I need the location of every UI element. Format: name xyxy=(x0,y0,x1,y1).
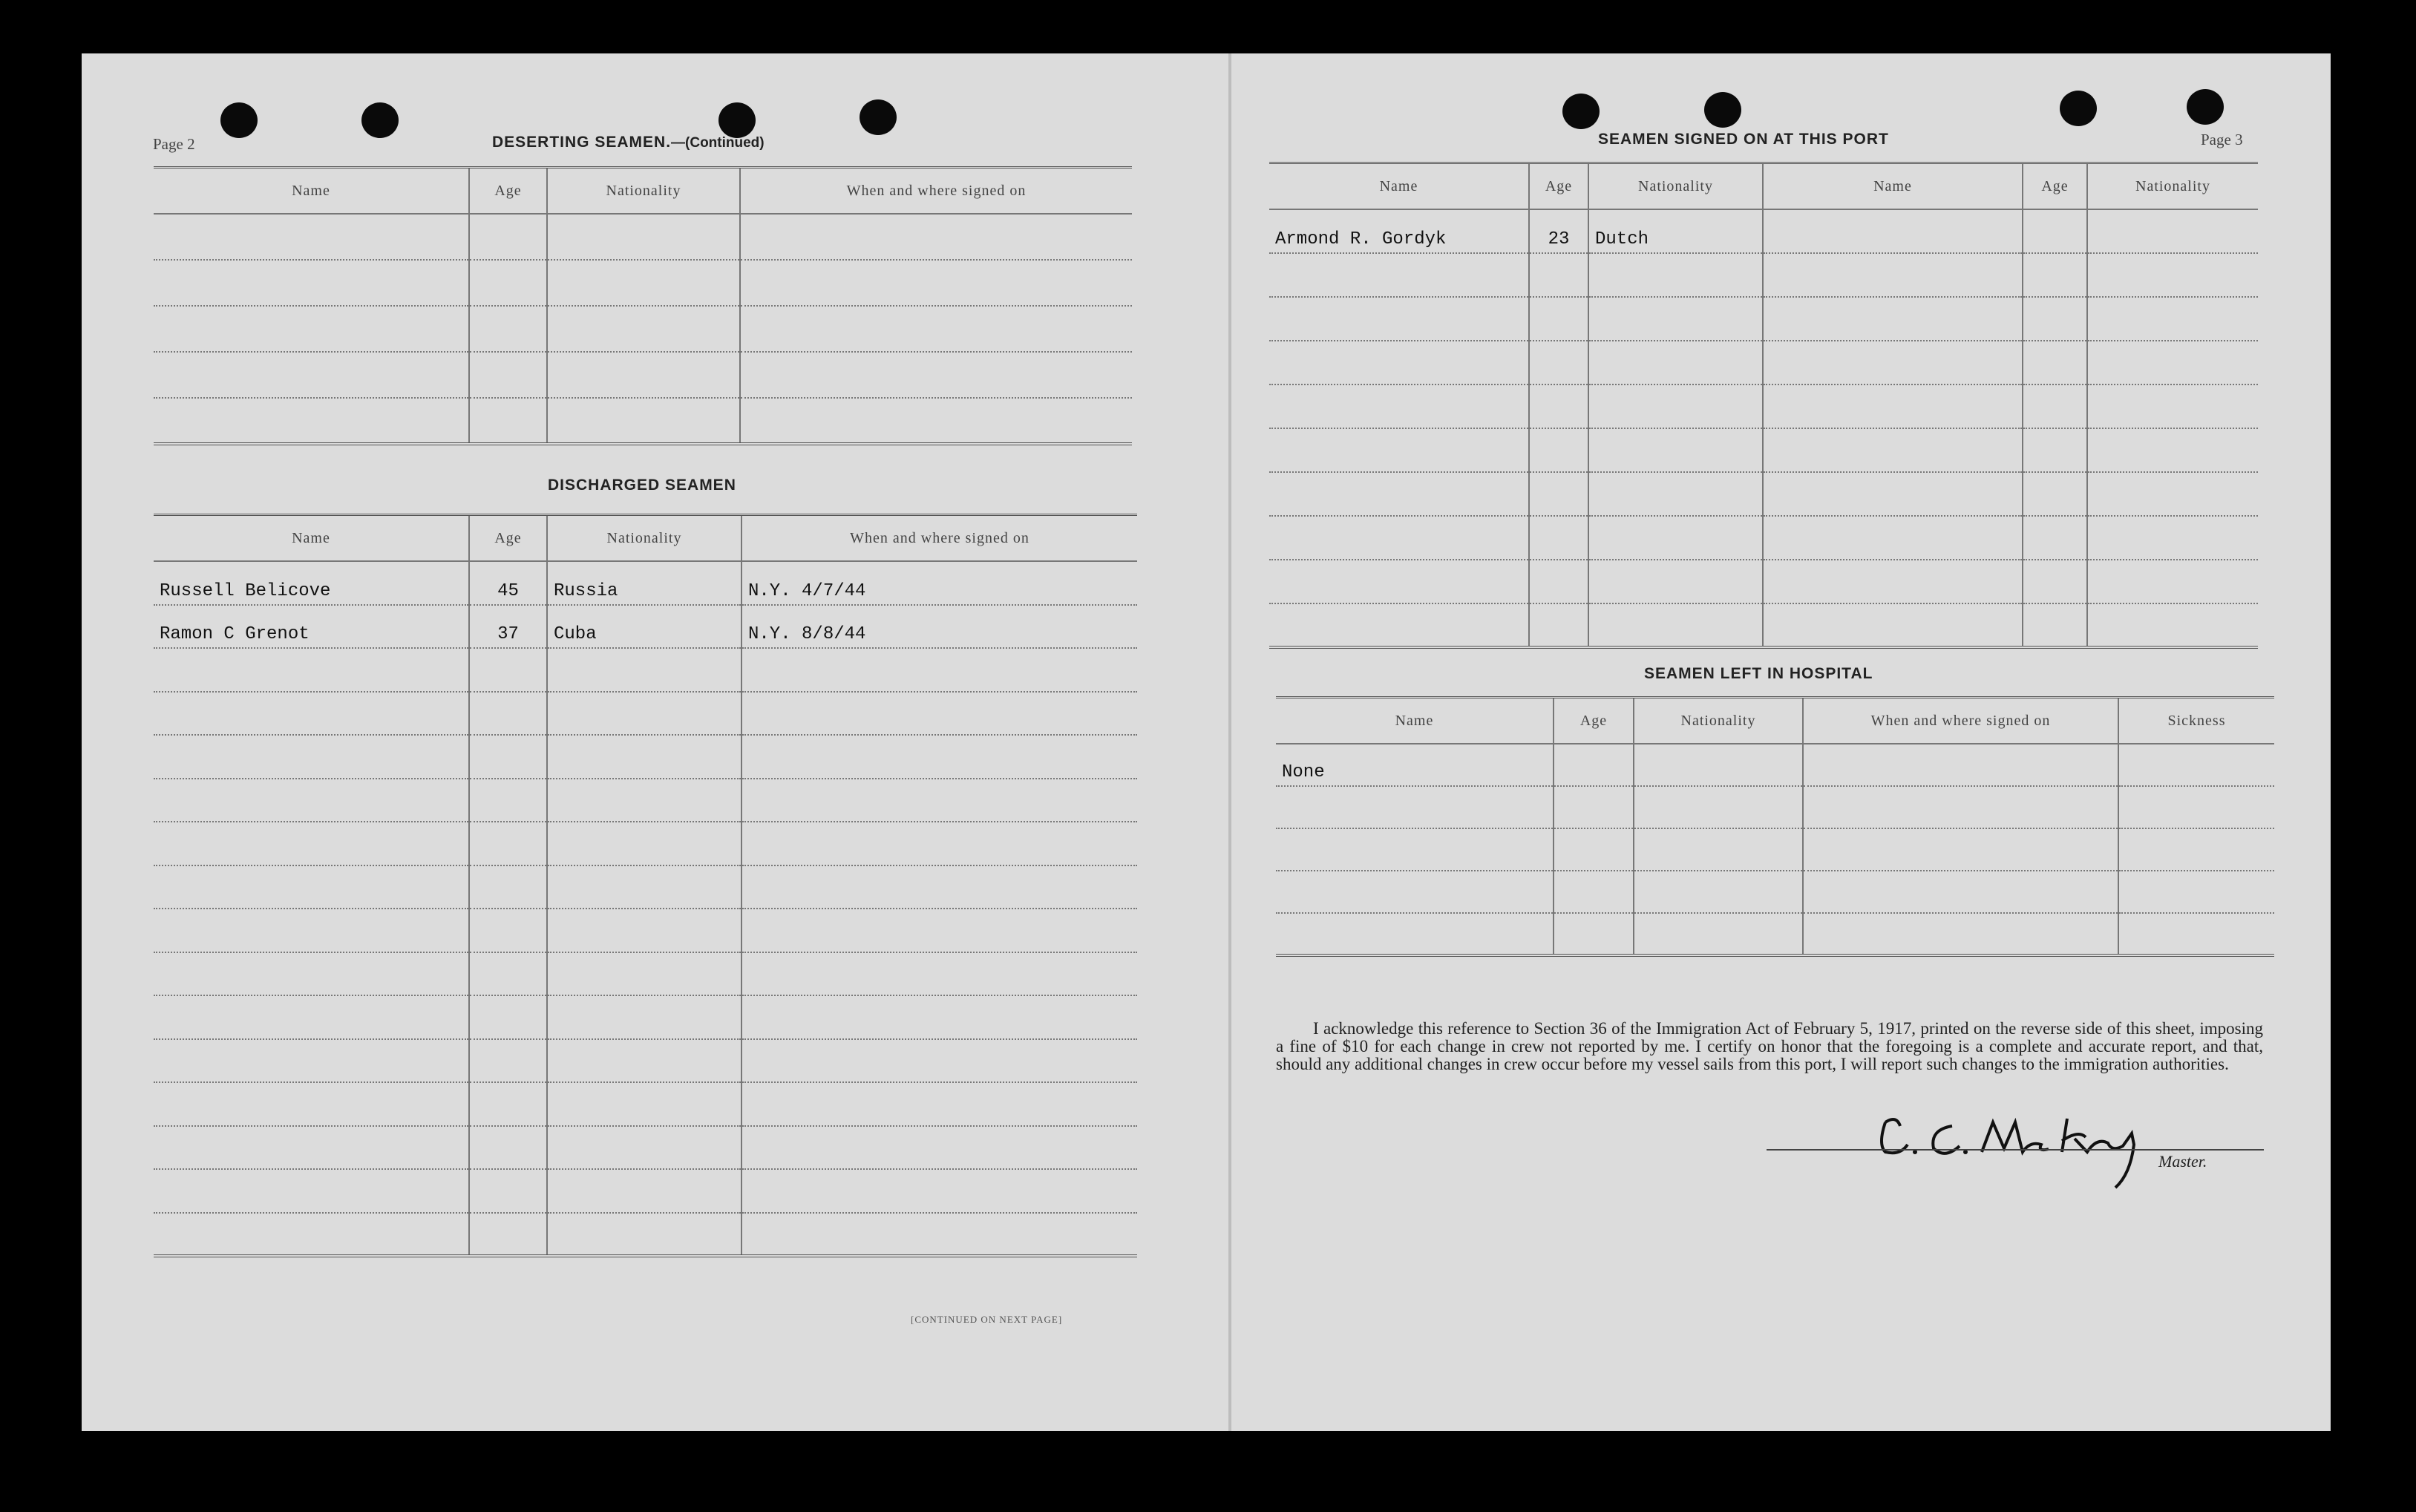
column-header: Age xyxy=(469,515,547,562)
signed-on-table xyxy=(1269,162,2258,649)
table-cell xyxy=(2087,516,2258,560)
table-cell xyxy=(1269,341,1529,384)
table-row xyxy=(1269,603,2258,647)
table-cell xyxy=(742,1213,1137,1257)
table-row xyxy=(154,648,1137,692)
table-cell xyxy=(547,398,740,444)
table-cell xyxy=(469,352,547,398)
acknowledgment-text: I acknowledge this reference to Section 36 of the Immigration Act of February 5, 1917, printed on the reverse side of this sheet, imposing a fine of $10 for each change in crew not reported by me. I certify on honor that the foregoing is a complete and accurate report, and that, should any additional changes in crew occur before my vessel sails from this port, I will report such changes to the immigration authorities. xyxy=(1276,1019,2263,1073)
punch-hole xyxy=(361,102,399,138)
table-cell xyxy=(1529,297,1588,341)
table-row xyxy=(154,779,1137,822)
column-header: Sickness xyxy=(2118,698,2274,744)
table-row xyxy=(154,561,1137,605)
punch-hole xyxy=(2060,91,2097,126)
column-header: Name xyxy=(1269,163,1529,210)
table-cell xyxy=(2087,297,2258,341)
table-cell xyxy=(547,692,742,736)
page-number-right: Page 3 xyxy=(2201,131,2243,148)
table-cell xyxy=(742,1169,1137,1213)
table-row xyxy=(154,306,1132,352)
table-cell xyxy=(1276,786,1554,828)
table-row xyxy=(154,1169,1137,1213)
table-cell xyxy=(1634,744,1803,786)
table-cell xyxy=(154,952,469,996)
column-header: Age xyxy=(469,168,547,215)
table-cell xyxy=(1763,341,2023,384)
table-cell xyxy=(1269,297,1529,341)
table-row xyxy=(1276,786,2274,828)
table-cell xyxy=(547,1082,742,1126)
table-cell xyxy=(2087,428,2258,472)
table-cell xyxy=(469,1082,547,1126)
table-cell: N.Y. 4/7/44 xyxy=(742,561,1137,605)
table-cell xyxy=(469,952,547,996)
punch-hole xyxy=(1562,94,1600,129)
table-cell: Russell Belicove xyxy=(154,561,469,605)
punch-hole xyxy=(1704,92,1741,128)
table-row xyxy=(154,605,1137,649)
table-cell xyxy=(469,306,547,352)
table-cell xyxy=(1763,472,2023,516)
table-cell xyxy=(1554,786,1634,828)
hospital-title: SEAMEN LEFT IN HOSPITAL xyxy=(1644,665,1873,682)
column-header: Age xyxy=(2023,163,2087,210)
table-cell xyxy=(2118,786,2274,828)
table-cell xyxy=(2023,341,2087,384)
column-header: Name xyxy=(1763,163,2023,210)
table-cell xyxy=(1803,871,2118,913)
table-row xyxy=(1269,209,2258,253)
table-cell xyxy=(547,779,742,822)
page-fold xyxy=(1228,53,1231,1431)
table-cell xyxy=(154,779,469,822)
punch-hole xyxy=(718,102,756,138)
table-cell xyxy=(2023,472,2087,516)
table-cell xyxy=(2023,603,2087,647)
table-cell xyxy=(154,995,469,1039)
punch-hole xyxy=(860,99,897,135)
table-cell xyxy=(742,995,1137,1039)
table-cell xyxy=(1276,828,1554,871)
table-row xyxy=(154,822,1137,865)
table-cell xyxy=(469,995,547,1039)
table-cell xyxy=(547,352,740,398)
table-cell xyxy=(2087,341,2258,384)
master-signature xyxy=(1870,1100,2153,1193)
table-cell xyxy=(742,779,1137,822)
table-cell xyxy=(1554,744,1634,786)
table-cell xyxy=(2118,744,2274,786)
table-cell xyxy=(1634,913,1803,955)
table-cell xyxy=(1276,913,1554,955)
table-cell xyxy=(547,214,740,260)
table-row xyxy=(1269,560,2258,603)
table-cell xyxy=(154,1082,469,1126)
table-cell xyxy=(1588,428,1763,472)
table-cell: 45 xyxy=(469,561,547,605)
table-cell xyxy=(740,398,1132,444)
table-header-row xyxy=(1269,163,2258,210)
table-cell xyxy=(742,952,1137,996)
column-header: Nationality xyxy=(547,168,740,215)
table-cell xyxy=(547,648,742,692)
table-cell xyxy=(1803,744,2118,786)
table-row xyxy=(154,1082,1137,1126)
table-cell xyxy=(469,398,547,444)
column-header: When and where signed on xyxy=(740,168,1132,215)
table-cell xyxy=(469,909,547,952)
table-cell xyxy=(742,648,1137,692)
table-cell xyxy=(742,735,1137,779)
column-header: Nationality xyxy=(1634,698,1803,744)
table-row xyxy=(1269,472,2258,516)
table-cell xyxy=(1529,253,1588,297)
table-row xyxy=(1276,913,2274,955)
table-cell xyxy=(742,1082,1137,1126)
table-row xyxy=(1276,871,2274,913)
table-cell xyxy=(469,214,547,260)
table-cell xyxy=(1529,516,1588,560)
deserting-seamen-title xyxy=(492,134,765,151)
table-cell xyxy=(469,779,547,822)
table-cell xyxy=(1529,384,1588,428)
table-row xyxy=(1269,253,2258,297)
table-cell xyxy=(2023,253,2087,297)
punch-hole xyxy=(2187,89,2224,125)
table-cell xyxy=(154,648,469,692)
table-cell xyxy=(1554,913,1634,955)
table-cell xyxy=(1554,871,1634,913)
table-cell xyxy=(1763,253,2023,297)
deserting-title-suffix: —(Continued) xyxy=(671,135,765,151)
table-cell xyxy=(742,1039,1137,1083)
table-cell xyxy=(2087,209,2258,253)
table-row xyxy=(154,952,1137,996)
table-row xyxy=(1269,428,2258,472)
table-cell: Dutch xyxy=(1588,209,1763,253)
table-cell xyxy=(1763,297,2023,341)
table-cell xyxy=(742,822,1137,865)
table-row xyxy=(1269,297,2258,341)
table-cell xyxy=(469,865,547,909)
table-cell xyxy=(2023,428,2087,472)
column-header: When and where signed on xyxy=(1803,698,2118,744)
table-cell xyxy=(469,1126,547,1170)
table-cell xyxy=(2023,560,2087,603)
table-cell xyxy=(2087,472,2258,516)
hospital-table xyxy=(1276,696,2274,957)
table-cell: Russia xyxy=(547,561,742,605)
table-cell xyxy=(1803,913,2118,955)
table-cell xyxy=(1269,253,1529,297)
table-cell xyxy=(1276,871,1554,913)
table-cell xyxy=(2087,560,2258,603)
table-cell xyxy=(469,1213,547,1257)
table-cell xyxy=(154,1126,469,1170)
table-cell xyxy=(2118,871,2274,913)
discharged-seamen-title: DISCHARGED SEAMEN xyxy=(548,477,736,494)
table-cell xyxy=(1763,209,2023,253)
table-cell xyxy=(469,648,547,692)
table-cell xyxy=(547,995,742,1039)
table-cell xyxy=(547,909,742,952)
table-row xyxy=(154,398,1132,444)
table-cell xyxy=(1634,871,1803,913)
table-cell xyxy=(547,822,742,865)
table-cell xyxy=(154,735,469,779)
table-cell xyxy=(2023,209,2087,253)
table-cell xyxy=(742,1126,1137,1170)
table-row xyxy=(1269,384,2258,428)
table-cell xyxy=(740,260,1132,306)
table-cell xyxy=(1529,428,1588,472)
continued-note: [CONTINUED ON NEXT PAGE] xyxy=(911,1314,1063,1325)
table-cell: 37 xyxy=(469,605,547,649)
table-cell xyxy=(154,865,469,909)
table-cell xyxy=(740,306,1132,352)
table-cell xyxy=(469,1039,547,1083)
table-cell xyxy=(1803,786,2118,828)
table-cell xyxy=(1763,384,2023,428)
table-cell xyxy=(2023,384,2087,428)
table-row xyxy=(1276,744,2274,786)
table-row xyxy=(154,692,1137,736)
table-cell: Armond R. Gordyk xyxy=(1269,209,1529,253)
table-row xyxy=(154,995,1137,1039)
table-cell xyxy=(1588,341,1763,384)
table-cell xyxy=(469,260,547,306)
signature-graphic xyxy=(1870,1100,2153,1189)
table-cell: None xyxy=(1276,744,1554,786)
table-cell xyxy=(154,1169,469,1213)
table-cell xyxy=(2023,297,2087,341)
table-row xyxy=(1269,516,2258,560)
table-cell xyxy=(1588,603,1763,647)
table-cell xyxy=(742,692,1137,736)
table-cell xyxy=(1269,428,1529,472)
table-cell xyxy=(1269,384,1529,428)
table-cell xyxy=(1554,828,1634,871)
column-header: Name xyxy=(154,168,469,215)
table-cell xyxy=(1588,253,1763,297)
table-cell xyxy=(469,822,547,865)
table-cell xyxy=(1634,828,1803,871)
table-cell: 23 xyxy=(1529,209,1588,253)
table-cell xyxy=(154,306,469,352)
table-cell xyxy=(547,1039,742,1083)
table-cell xyxy=(154,692,469,736)
column-header: When and where signed on xyxy=(742,515,1137,562)
table-header-row xyxy=(154,515,1137,562)
table-cell xyxy=(547,306,740,352)
table-row xyxy=(1276,828,2274,871)
table-cell xyxy=(1588,472,1763,516)
table-cell xyxy=(547,1126,742,1170)
table-cell xyxy=(1529,560,1588,603)
table-cell xyxy=(740,214,1132,260)
column-header: Nationality xyxy=(1588,163,1763,210)
table-header-row xyxy=(154,168,1132,215)
table-cell xyxy=(2087,253,2258,297)
table-cell xyxy=(547,735,742,779)
table-cell xyxy=(2023,516,2087,560)
table-cell xyxy=(1588,297,1763,341)
table-cell xyxy=(1269,516,1529,560)
table-cell xyxy=(547,1213,742,1257)
table-cell xyxy=(1588,384,1763,428)
table-cell xyxy=(547,952,742,996)
table-cell xyxy=(1529,603,1588,647)
table-cell xyxy=(1763,516,2023,560)
column-header: Age xyxy=(1554,698,1634,744)
table-cell xyxy=(469,692,547,736)
table-cell xyxy=(1529,472,1588,516)
table-row xyxy=(154,352,1132,398)
table-row xyxy=(154,909,1137,952)
table-cell xyxy=(1803,828,2118,871)
table-row xyxy=(154,1126,1137,1170)
table-cell xyxy=(1269,472,1529,516)
column-header: Nationality xyxy=(2087,163,2258,210)
table-cell xyxy=(1588,516,1763,560)
table-row xyxy=(1269,341,2258,384)
table-row xyxy=(154,260,1132,306)
table-row xyxy=(154,735,1137,779)
signed-on-title: SEAMEN SIGNED ON AT THIS PORT xyxy=(1598,131,1889,148)
table-cell xyxy=(742,865,1137,909)
deserting-title-text: DESERTING SEAMEN. xyxy=(492,134,672,151)
table-header-row xyxy=(1276,698,2274,744)
table-cell: Cuba xyxy=(547,605,742,649)
table-cell xyxy=(742,909,1137,952)
table-cell xyxy=(547,865,742,909)
table-cell xyxy=(740,352,1132,398)
discharged-seamen-table xyxy=(154,514,1137,1257)
table-cell xyxy=(1763,560,2023,603)
table-cell xyxy=(154,1213,469,1257)
table-cell xyxy=(547,1169,742,1213)
table-cell xyxy=(154,260,469,306)
table-cell xyxy=(2118,828,2274,871)
column-header: Nationality xyxy=(547,515,742,562)
table-cell xyxy=(1269,603,1529,647)
table-cell xyxy=(2087,603,2258,647)
table-cell xyxy=(154,214,469,260)
master-label: Master. xyxy=(2158,1152,2207,1171)
table-cell xyxy=(154,909,469,952)
table-cell xyxy=(1763,603,2023,647)
table-cell xyxy=(1588,560,1763,603)
signature-line xyxy=(1767,1149,2264,1151)
page-number-left: Page 2 xyxy=(153,135,195,153)
table-cell xyxy=(1763,428,2023,472)
table-cell xyxy=(2118,913,2274,955)
table-cell xyxy=(154,352,469,398)
table-cell xyxy=(469,735,547,779)
table-cell xyxy=(154,398,469,444)
table-cell: Ramon C Grenot xyxy=(154,605,469,649)
table-cell xyxy=(154,1039,469,1083)
table-row xyxy=(154,865,1137,909)
punch-hole xyxy=(220,102,258,138)
column-header: Age xyxy=(1529,163,1588,210)
table-cell xyxy=(547,260,740,306)
deserting-seamen-table xyxy=(154,166,1132,445)
column-header: Name xyxy=(154,515,469,562)
table-cell: N.Y. 8/8/44 xyxy=(742,605,1137,649)
table-cell xyxy=(2087,384,2258,428)
table-cell xyxy=(469,1169,547,1213)
column-header: Name xyxy=(1276,698,1554,744)
table-row xyxy=(154,1039,1137,1083)
table-cell xyxy=(1529,341,1588,384)
table-cell xyxy=(1269,560,1529,603)
table-cell xyxy=(1634,786,1803,828)
table-row xyxy=(154,214,1132,260)
table-row xyxy=(154,1213,1137,1257)
table-cell xyxy=(154,822,469,865)
document-sheet xyxy=(82,53,2331,1431)
